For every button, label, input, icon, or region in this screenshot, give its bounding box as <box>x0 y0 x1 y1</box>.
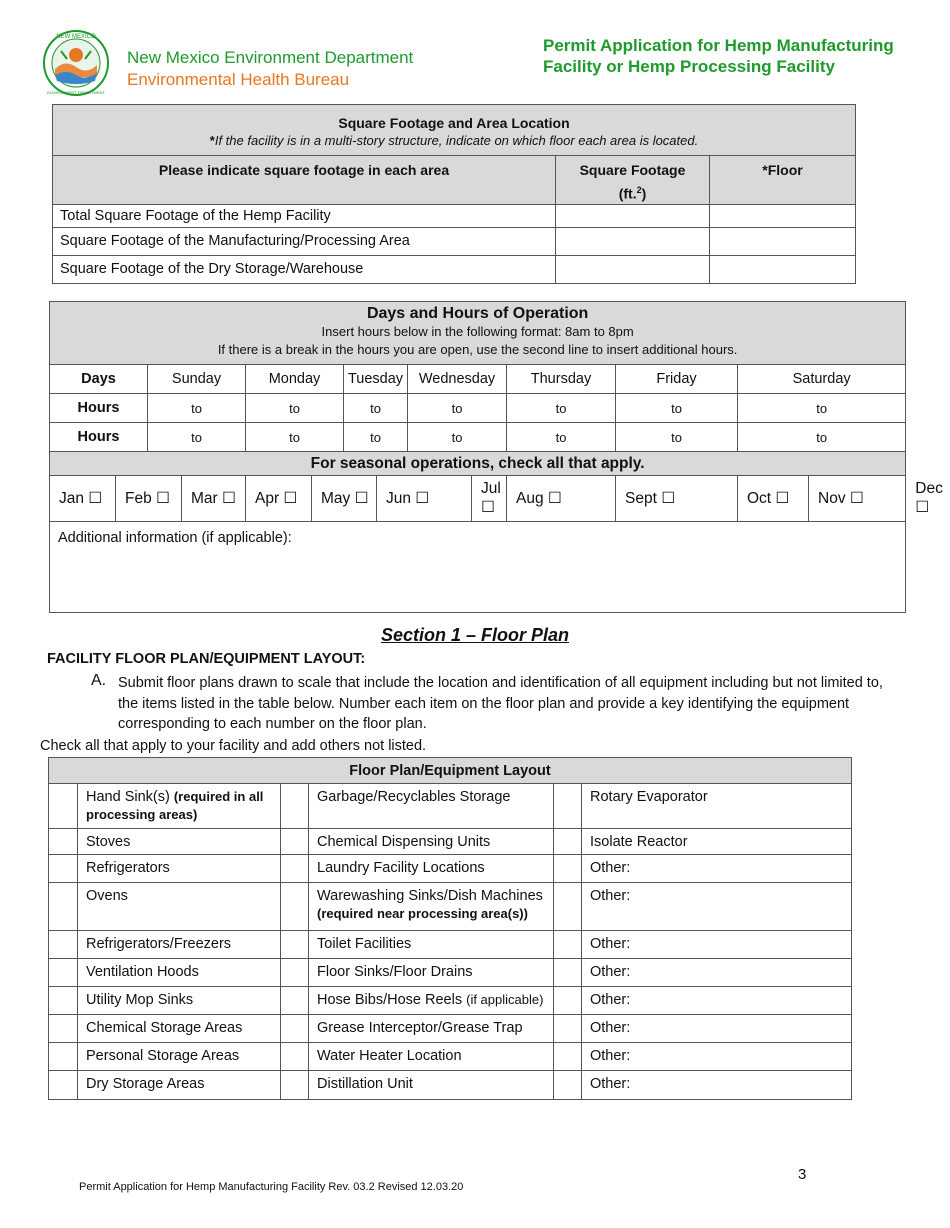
checkbox-cell[interactable] <box>281 784 309 829</box>
other-field[interactable]: Other: <box>582 855 852 883</box>
checkbox-cell[interactable] <box>49 784 78 829</box>
hours-input-sunday[interactable]: to <box>148 394 246 423</box>
sqft-table-note: *If the facility is in a multi-story structure, indicate on which floor each area is located. <box>209 133 699 148</box>
equipment-label: Hose Bibs/Hose Reels (if applicable) <box>309 987 554 1015</box>
other-field[interactable]: Other: <box>582 1043 852 1071</box>
floor-input-storage[interactable] <box>710 255 856 283</box>
bureau-name: Environmental Health Bureau <box>127 70 350 89</box>
page-title-line1: Permit Application for Hemp Manufacturing <box>543 36 894 55</box>
hours-table-title: Days and Hours of Operation <box>366 305 589 322</box>
month-checkbox-may[interactable]: May ☐ <box>312 476 377 522</box>
checkbox-cell[interactable] <box>49 883 78 931</box>
col-area-header: Please indicate square footage in each area <box>53 156 556 205</box>
equipment-label: Ovens <box>78 883 281 931</box>
page-footer: Permit Application for Hemp Manufacturing Facility Rev. 03.2 Revised 12.03.20 <box>79 1181 464 1193</box>
hours-break-note: If there is a break in the hours you are open, use the second line to insert additional hours. <box>217 342 738 357</box>
checkbox-cell[interactable] <box>281 1015 309 1043</box>
hours-input-wednesday[interactable]: to <box>408 394 507 423</box>
square-footage-table <box>52 104 856 284</box>
equipment-label: Personal Storage Areas <box>78 1043 281 1071</box>
equipment-label: Distillation Unit <box>309 1071 554 1100</box>
hours-input-friday[interactable]: to <box>616 394 738 423</box>
checkbox-cell[interactable] <box>554 987 582 1015</box>
logo-text-bottom: ENVIRONMENT DEPARTMENT <box>47 90 105 95</box>
sqft-table-title: Square Footage and Area Location <box>338 115 570 131</box>
hours-of-operation-table: Days and Hours of Operation Insert hours below in the following format: 8am to 8pm If there is a break in the hours you are open, use the second line to insert additional hours. Days Sunday Monday Tuesday Wednesday Thursday Friday Saturday Hours to to to to to to to Hours to to to to to to to For seasonal operations, check all that apply. Jan ☐ Feb ☐ Mar ☐ Apr ☐ May ☐ Jun ☐ Jul ☐ Aug ☐ Sept ☐ Oct ☐ Nov ☐ Dec ☐ Additional information (if applicable): <box>49 301 906 613</box>
checkbox-cell[interactable] <box>49 959 78 987</box>
month-checkbox-oct[interactable]: Oct ☐ <box>738 476 809 522</box>
checkbox-cell[interactable] <box>281 931 309 959</box>
logo-text-top: NEW MEXICO <box>56 34 96 40</box>
sqft-row-label: Total Square Footage of the Hemp Facility <box>53 204 556 227</box>
checkbox-cell[interactable] <box>49 1043 78 1071</box>
equipment-label: Stoves <box>78 829 281 855</box>
other-field[interactable]: Other: <box>582 883 852 931</box>
additional-info-field[interactable]: Additional information (if applicable): <box>50 522 906 613</box>
equipment-label: Floor Sinks/Floor Drains <box>309 959 554 987</box>
page-title-line2: Facility or Hemp Processing Facility <box>543 57 835 76</box>
month-checkbox-apr[interactable]: Apr ☐ <box>246 476 312 522</box>
floor-input-total[interactable] <box>710 204 856 227</box>
col-floor-header: *Floor <box>710 156 856 205</box>
equipment-label: Grease Interceptor/Grease Trap <box>309 1015 554 1043</box>
seasonal-title: For seasonal operations, check all that apply. <box>50 452 906 476</box>
month-checkbox-jan[interactable]: Jan ☐ <box>50 476 116 522</box>
org-name: New Mexico Environment Department <box>127 48 414 67</box>
checkbox-cell[interactable] <box>281 829 309 855</box>
month-checkbox-nov[interactable]: Nov ☐ <box>809 476 906 522</box>
nmed-logo <box>41 29 111 97</box>
equipment-label: Dry Storage Areas <box>78 1071 281 1100</box>
equipment-table-title: Floor Plan/Equipment Layout <box>49 758 852 784</box>
sqft-input-storage[interactable] <box>556 255 710 283</box>
equipment-layout-table <box>48 757 852 1100</box>
equipment-label: Warewashing Sinks/Dish Machines (required near processing area(s)) <box>309 883 554 931</box>
equipment-label: Chemical Storage Areas <box>78 1015 281 1043</box>
day-wednesday: Wednesday <box>408 365 507 394</box>
month-checkbox-feb[interactable]: Feb ☐ <box>116 476 182 522</box>
checkbox-cell[interactable] <box>49 829 78 855</box>
hours-label: Hours <box>50 423 148 452</box>
month-checkbox-jul[interactable]: Jul ☐ <box>472 476 507 522</box>
col-sqft-header: Square Footage (ft.$^2$) <box>556 156 710 205</box>
checkbox-cell[interactable] <box>49 1071 78 1100</box>
sqft-input-total[interactable] <box>556 204 710 227</box>
equipment-label: Isolate Reactor <box>582 829 852 855</box>
hours2-input-saturday[interactable]: to <box>738 423 906 452</box>
section-title: Section 1 – Floor Plan <box>380 625 570 645</box>
equipment-label: Garbage/Recyclables Storage <box>309 784 554 829</box>
hours-input-thursday[interactable]: to <box>507 394 616 423</box>
checkbox-cell[interactable] <box>281 855 309 883</box>
equipment-label: Laundry Facility Locations <box>309 855 554 883</box>
day-friday: Friday <box>616 365 738 394</box>
equipment-label: Refrigerators <box>78 855 281 883</box>
checkbox-cell[interactable] <box>281 883 309 931</box>
check-instructions: Check all that apply to your facility and add others not listed. <box>40 738 427 754</box>
checkbox-cell[interactable] <box>554 855 582 883</box>
checkbox-cell[interactable] <box>49 987 78 1015</box>
month-checkbox-aug[interactable]: Aug ☐ <box>507 476 616 522</box>
month-checkbox-jun[interactable]: Jun ☐ <box>377 476 472 522</box>
item-label: A. <box>91 672 107 689</box>
month-checkbox-sept[interactable]: Sept ☐ <box>616 476 738 522</box>
equipment-label: Water Heater Location <box>309 1043 554 1071</box>
floor-input-processing[interactable] <box>710 227 856 255</box>
hours2-input-monday[interactable]: to <box>246 423 344 452</box>
other-field[interactable]: Other: <box>582 1015 852 1043</box>
equipment-label: Toilet Facilities <box>309 931 554 959</box>
page-title <box>543 35 894 77</box>
checkbox-cell[interactable] <box>49 1015 78 1043</box>
day-saturday: Saturday <box>738 365 906 394</box>
checkbox-cell[interactable] <box>281 959 309 987</box>
day-monday: Monday <box>246 365 344 394</box>
day-sunday: Sunday <box>148 365 246 394</box>
equipment-label: Hand Sink(s) (required in all processing areas) <box>78 784 281 829</box>
item-instructions: Submit floor plans drawn to scale that include the location and identification of all equipment including but not limited to, the items listed in the table below. Number each item on the floor plan and provide a key identifying the equipment corresponding to each number on the floor plan. <box>118 675 883 732</box>
sqft-row-label: Square Footage of the Manufacturing/Processing Area <box>53 227 556 255</box>
equipment-label: Refrigerators/Freezers <box>78 931 281 959</box>
hours-input-tuesday[interactable]: to <box>344 394 408 423</box>
checkbox-cell[interactable] <box>554 1015 582 1043</box>
checkbox-cell[interactable] <box>49 855 78 883</box>
checkbox-cell[interactable] <box>554 959 582 987</box>
day-tuesday: Tuesday <box>344 365 408 394</box>
hours-input-saturday[interactable]: to <box>738 394 906 423</box>
checkbox-cell[interactable] <box>554 1043 582 1071</box>
hours-label: Hours <box>50 394 148 423</box>
day-thursday: Thursday <box>507 365 616 394</box>
hours-format-note: Insert hours below in the following format: 8am to 8pm <box>321 324 634 339</box>
equipment-label: Utility Mop Sinks <box>78 987 281 1015</box>
sqft-row-label: Square Footage of the Dry Storage/Warehouse <box>53 255 556 283</box>
equipment-label: Rotary Evaporator <box>582 784 852 829</box>
checkbox-cell[interactable] <box>281 1043 309 1071</box>
equipment-label: Chemical Dispensing Units <box>309 829 554 855</box>
page-number: 3 <box>798 1166 807 1183</box>
checkbox-cell[interactable] <box>554 931 582 959</box>
hours2-input-sunday[interactable]: to <box>148 423 246 452</box>
hours-input-monday[interactable]: to <box>246 394 344 423</box>
other-field[interactable]: Other: <box>582 931 852 959</box>
equipment-label: Ventilation Hoods <box>78 959 281 987</box>
checkbox-cell[interactable] <box>554 883 582 931</box>
checkbox-cell[interactable] <box>281 987 309 1015</box>
other-field[interactable]: Other: <box>582 959 852 987</box>
checkbox-cell[interactable] <box>554 1071 582 1100</box>
sqft-input-processing[interactable] <box>556 227 710 255</box>
month-checkbox-mar[interactable]: Mar ☐ <box>182 476 246 522</box>
hours-table-header <box>50 302 906 365</box>
hours2-input-friday[interactable]: to <box>616 423 738 452</box>
other-field[interactable]: Other: <box>582 1071 852 1100</box>
checkbox-cell[interactable] <box>281 1071 309 1100</box>
days-label: Days <box>50 365 148 394</box>
checkbox-cell[interactable] <box>49 931 78 959</box>
checkbox-cell[interactable] <box>554 829 582 855</box>
floor-plan-subtitle: FACILITY FLOOR PLAN/EQUIPMENT LAYOUT: <box>47 651 366 667</box>
checkbox-cell[interactable] <box>554 784 582 829</box>
sqft-table-header <box>53 105 856 156</box>
hours2-input-thursday[interactable]: to <box>507 423 616 452</box>
hours2-input-wednesday[interactable]: to <box>408 423 507 452</box>
other-field[interactable]: Other: <box>582 987 852 1015</box>
hours2-input-tuesday[interactable]: to <box>344 423 408 452</box>
